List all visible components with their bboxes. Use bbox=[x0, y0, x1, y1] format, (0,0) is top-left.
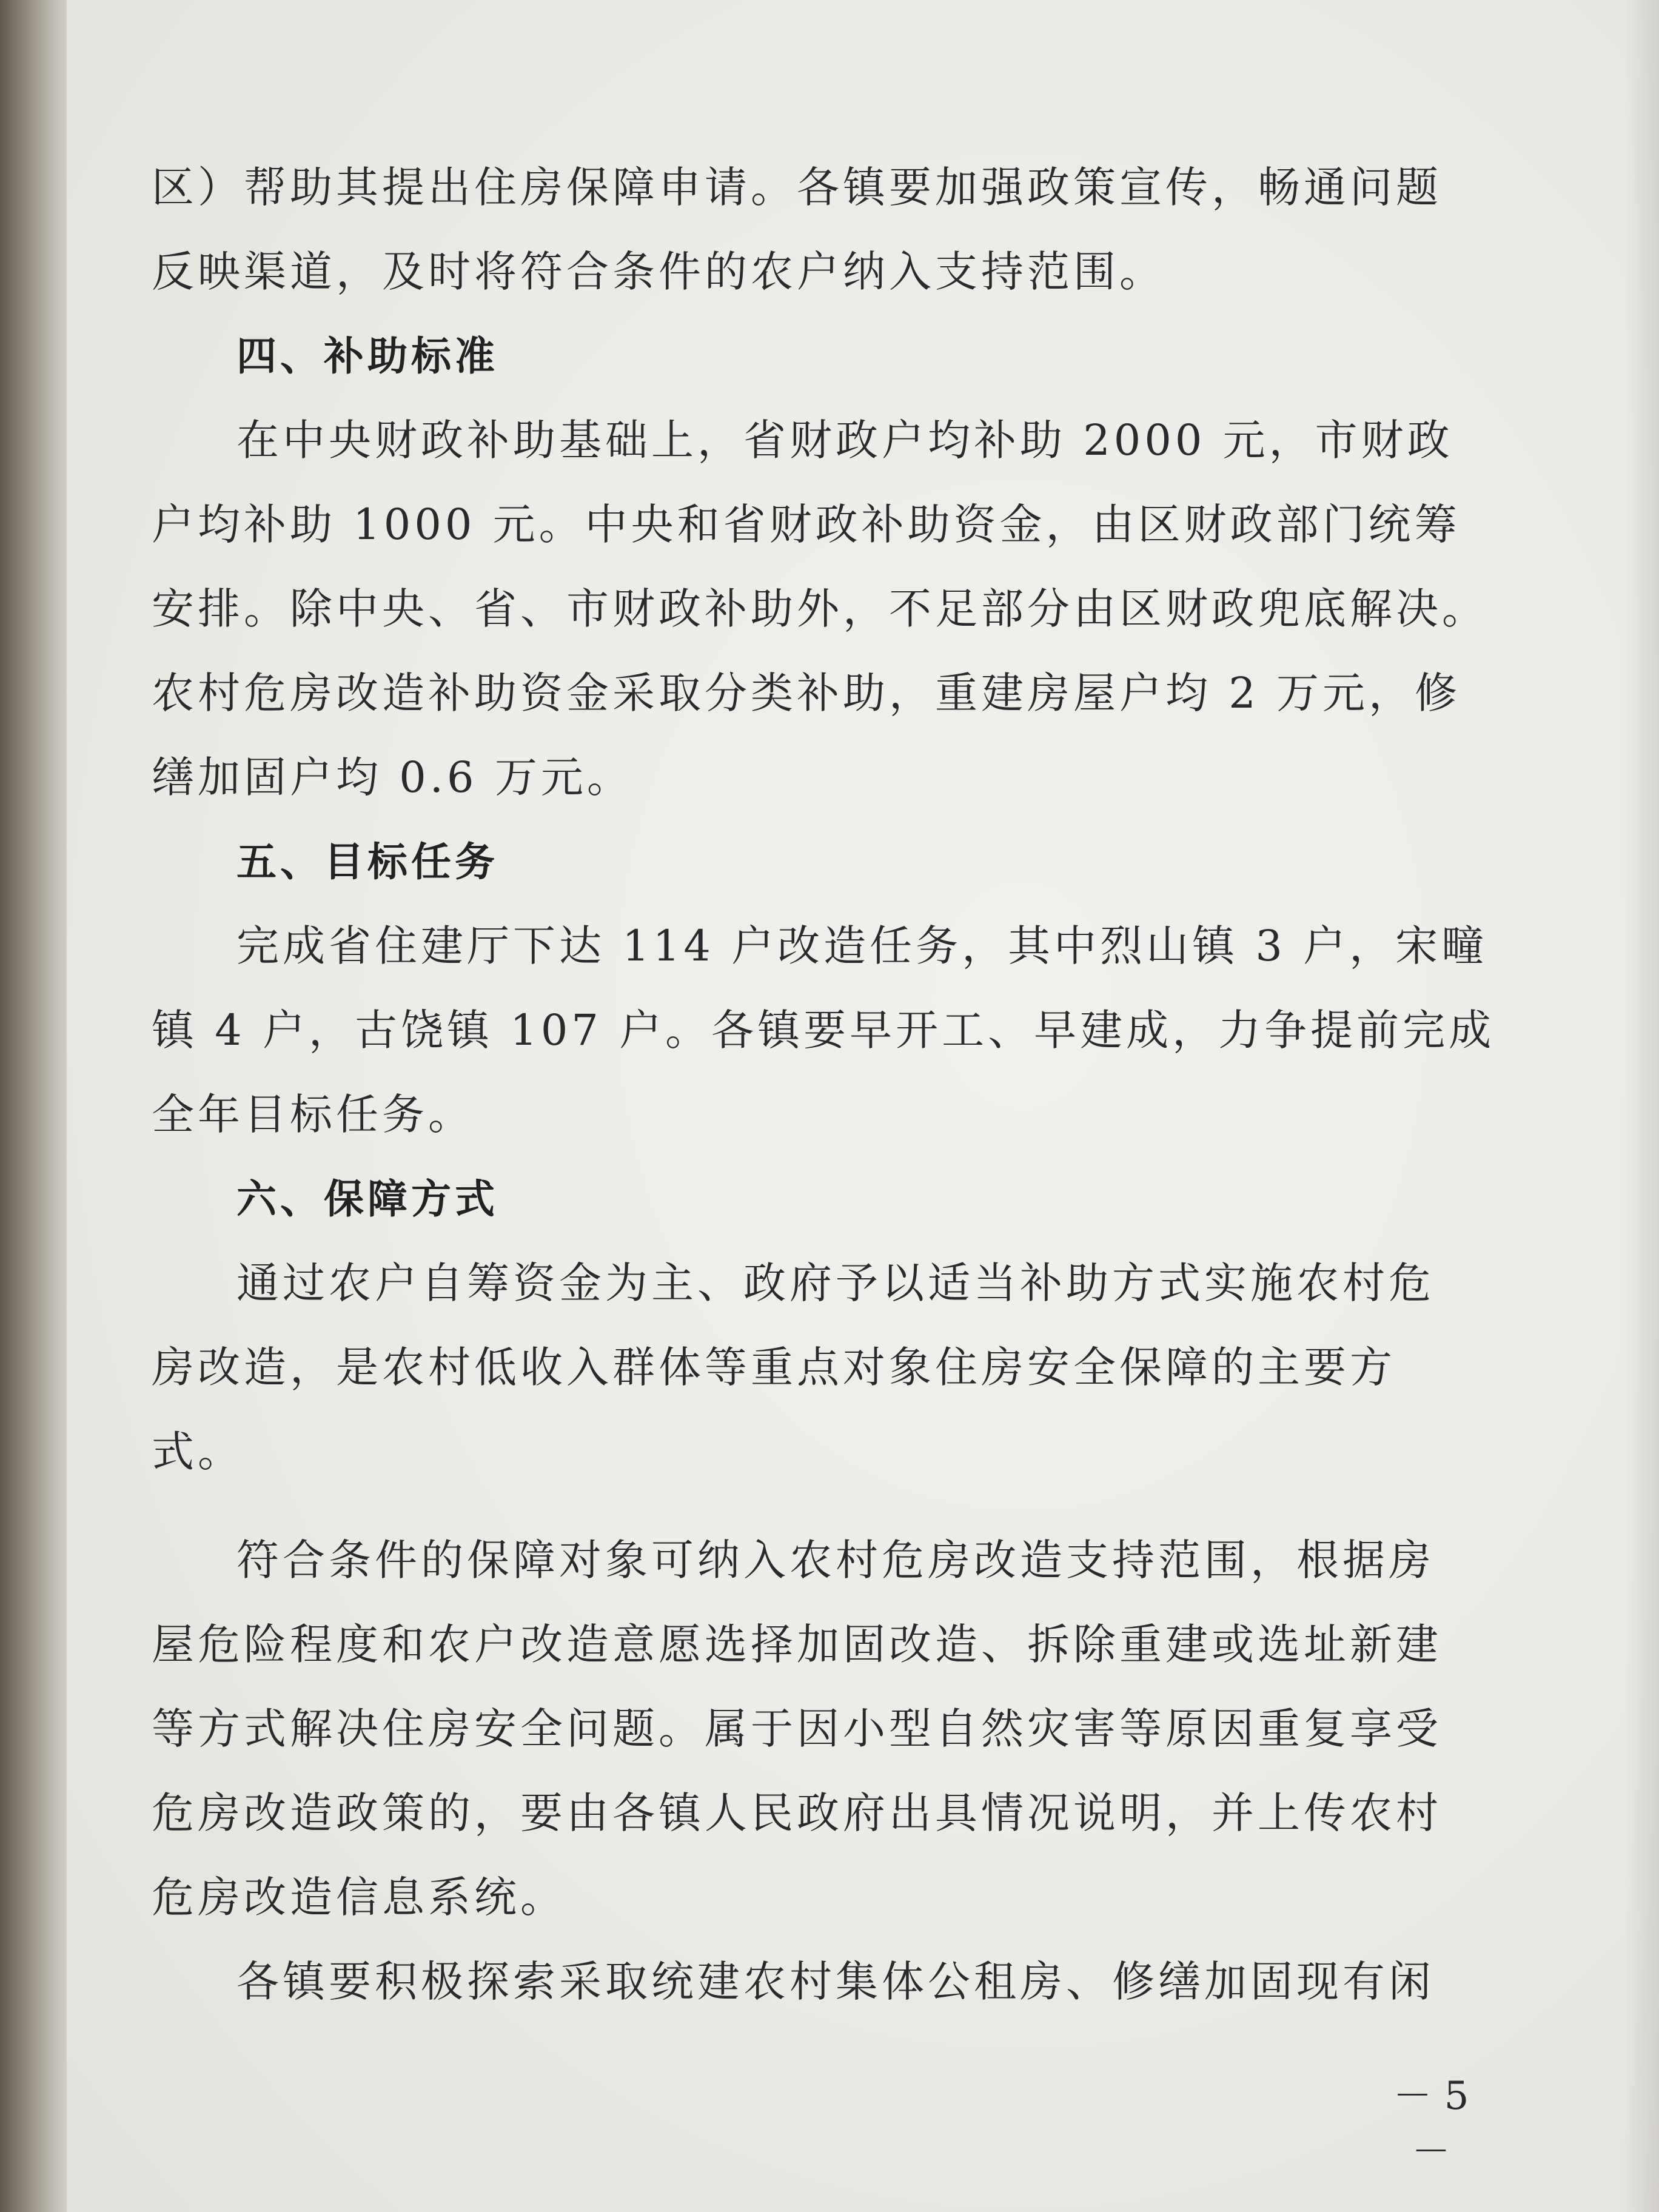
body-line: 危房改造政策的，要由各镇人民政府出具情况说明，并上传农村 bbox=[152, 1788, 1442, 1838]
body-line: 反映渠道，及时将符合条件的农户纳入支持范围。 bbox=[152, 247, 1165, 297]
document-page bbox=[67, 0, 1659, 2212]
section-heading-guarantee-methods: 六、保障方式 bbox=[236, 1176, 498, 1222]
body-line: 屋危险程度和农户改造意愿选择加固改造、拆除重建或选址新建 bbox=[152, 1620, 1442, 1669]
body-line: 通过农户自筹资金为主、政府予以适当补助方式实施农村危 bbox=[236, 1258, 1435, 1308]
page-binding-edge bbox=[0, 0, 73, 2212]
body-line: 危房改造信息系统。 bbox=[152, 1872, 566, 1922]
body-line: 完成省住建厅下达 114 户改造任务，其中烈山镇 3 户，宋疃 bbox=[236, 921, 1488, 971]
body-line: 安排。除中央、省、市财政补助外，不足部分由区财政兜底解决。 bbox=[152, 584, 1488, 634]
body-line: 缮加固户均 0.6 万元。 bbox=[152, 752, 633, 802]
body-line: 全年目标任务。 bbox=[152, 1090, 474, 1139]
section-heading-subsidy-standard: 四、补助标准 bbox=[236, 333, 498, 380]
paragraph-gap bbox=[152, 1494, 1558, 1518]
body-line: 式。 bbox=[152, 1427, 244, 1476]
body-line: 区）帮助其提出住房保障申请。各镇要加强政策宣传，畅通问题 bbox=[152, 163, 1442, 212]
page-number: － 5 － bbox=[1393, 2074, 1469, 2174]
body-line: 符合条件的保障对象可纳入农村危房改造支持范围，根据房 bbox=[236, 1535, 1435, 1585]
body-line: 户均补助 1000 元。中央和省财政补助资金，由区财政部门统筹 bbox=[152, 500, 1461, 549]
document-body bbox=[152, 146, 1558, 2024]
body-line: 各镇要积极探索采取统建农村集体公租房、修缮加固现有闲 bbox=[236, 1957, 1435, 2006]
body-line: 镇 4 户，古饶镇 107 户。各镇要早开工、早建成，力争提前完成 bbox=[152, 1005, 1495, 1055]
body-line: 农村危房改造补助资金采取分类补助，重建房屋户均 2 万元，修 bbox=[152, 668, 1461, 718]
body-line: 房改造，是农村低收入群体等重点对象住房安全保障的主要方 bbox=[152, 1342, 1396, 1392]
section-heading-target-tasks: 五、目标任务 bbox=[236, 839, 498, 885]
body-line: 等方式解决住房安全问题。属于因小型自然灾害等原因重复享受 bbox=[152, 1704, 1442, 1754]
body-line: 在中央财政补助基础上，省财政户均补助 2000 元，市财政 bbox=[236, 415, 1453, 465]
